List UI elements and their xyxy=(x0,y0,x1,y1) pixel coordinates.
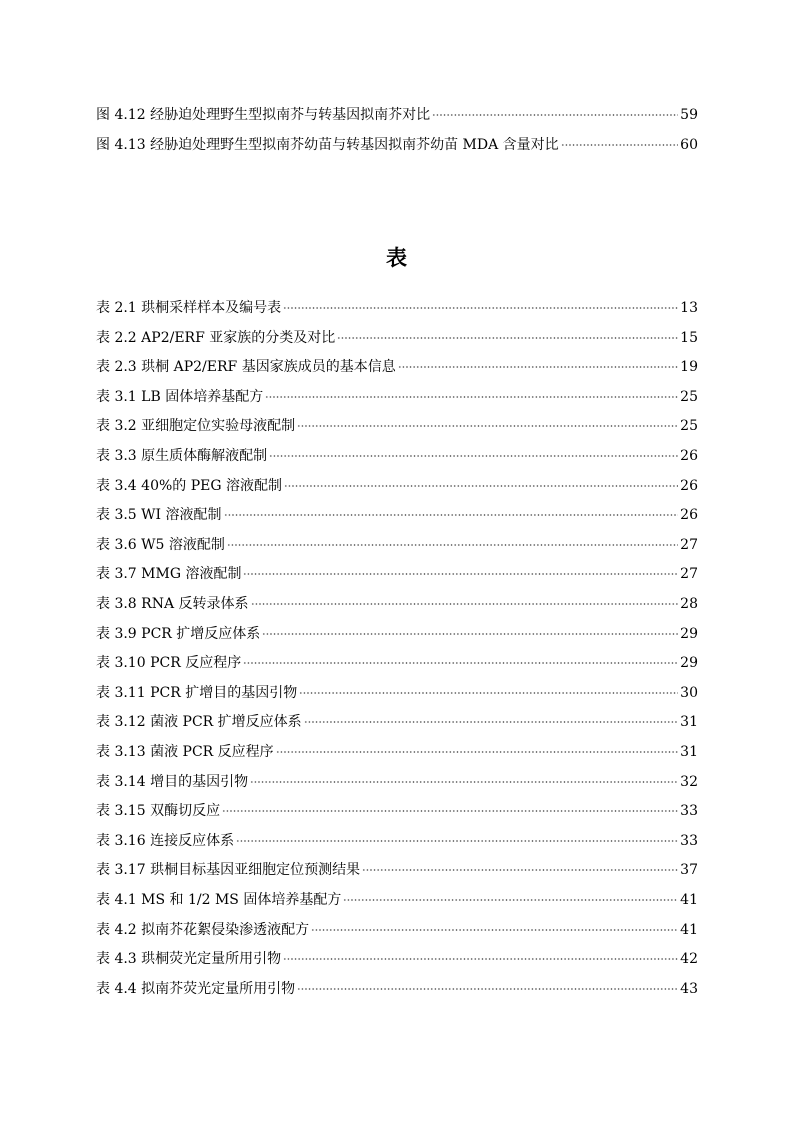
table-entry-page: 30 xyxy=(680,685,698,701)
leader-dots xyxy=(227,544,678,546)
figure-entry-4-13[interactable] xyxy=(96,135,698,155)
leader-dots xyxy=(243,573,678,575)
leader-dots xyxy=(432,114,678,116)
leader-dots xyxy=(236,840,678,842)
table-entry[interactable] xyxy=(96,801,698,821)
table-entry[interactable] xyxy=(96,772,698,792)
leader-dots xyxy=(304,721,679,723)
table-entry[interactable] xyxy=(96,564,698,584)
table-entry[interactable] xyxy=(96,328,698,348)
table-entry-label: 表 2.2 AP2/ERF 亚家族的分类及对比 xyxy=(96,330,336,346)
table-entry-page: 31 xyxy=(680,714,698,730)
leader-dots xyxy=(283,307,678,309)
leader-dots xyxy=(362,869,678,871)
table-entry[interactable] xyxy=(96,298,698,318)
leader-dots xyxy=(250,781,678,783)
leader-dots xyxy=(265,396,678,398)
table-entry-page: 43 xyxy=(680,981,698,997)
table-entry-page: 42 xyxy=(680,951,698,967)
table-entry-label: 表 3.5 WI 溶液配制 xyxy=(96,507,222,523)
figure-entry-page: 59 xyxy=(680,107,698,123)
table-entry-page: 26 xyxy=(680,478,698,494)
table-entry-page: 26 xyxy=(680,448,698,464)
table-entry-page: 19 xyxy=(680,359,698,375)
table-entry-page: 27 xyxy=(680,566,698,582)
table-entry[interactable] xyxy=(96,860,698,880)
table-entry-label: 表 4.2 拟南芥花絮侵染渗透液配方 xyxy=(96,922,310,938)
table-entry-label: 表 3.14 增目的基因引物 xyxy=(96,774,249,790)
table-entry-page: 13 xyxy=(680,300,698,316)
leader-dots xyxy=(222,810,678,812)
table-entry-page: 29 xyxy=(680,655,698,671)
table-entry-page: 37 xyxy=(680,862,698,878)
table-entry-page: 25 xyxy=(680,418,698,434)
table-entry-page: 31 xyxy=(680,744,698,760)
table-entry[interactable] xyxy=(96,890,698,910)
table-entry-label: 表 3.2 亚细胞定位实验母液配制 xyxy=(96,418,296,434)
table-entry-page: 15 xyxy=(680,330,698,346)
table-entry-label: 表 4.4 拟南芥荧光定量所用引物 xyxy=(96,981,296,997)
table-entry-label: 表 3.13 菌液 PCR 反应程序 xyxy=(96,744,274,760)
table-entry[interactable] xyxy=(96,742,698,762)
table-entry[interactable] xyxy=(96,476,698,496)
table-entry-label: 表 3.1 LB 固体培养基配方 xyxy=(96,389,264,405)
leader-dots xyxy=(297,425,678,427)
table-entry-page: 29 xyxy=(680,626,698,642)
table-entry-label: 表 3.9 PCR 扩增反应体系 xyxy=(96,626,261,642)
table-entry[interactable] xyxy=(96,387,698,407)
table-entry[interactable] xyxy=(96,357,698,377)
table-entry-label: 表 2.1 珙桐采样样本及编号表 xyxy=(96,300,282,316)
leader-dots xyxy=(343,899,678,901)
leader-dots xyxy=(269,455,678,457)
table-entry-label: 表 3.11 PCR 扩增目的基因引物 xyxy=(96,685,298,701)
leader-dots xyxy=(297,988,678,990)
leader-dots xyxy=(561,144,679,146)
table-entry[interactable] xyxy=(96,624,698,644)
table-entry[interactable] xyxy=(96,535,698,555)
table-entry-label: 表 3.12 菌液 PCR 扩增反应体系 xyxy=(96,714,302,730)
table-entry[interactable] xyxy=(96,831,698,851)
table-entry-label: 表 3.4 40%的 PEG 溶液配制 xyxy=(96,478,283,494)
leader-dots xyxy=(283,958,678,960)
leader-dots xyxy=(311,929,678,931)
table-entry[interactable] xyxy=(96,920,698,940)
table-entry[interactable] xyxy=(96,594,698,614)
figure-entry-label: 图 4.12 经胁迫处理野生型拟南芥与转基因拟南芥对比 xyxy=(96,107,431,123)
table-entry-page: 41 xyxy=(680,922,698,938)
leader-dots xyxy=(284,485,678,487)
leader-dots xyxy=(262,633,678,635)
table-entry[interactable] xyxy=(96,505,698,525)
table-entry-page: 27 xyxy=(680,537,698,553)
table-entry[interactable] xyxy=(96,683,698,703)
table-entry[interactable] xyxy=(96,416,698,436)
leader-dots xyxy=(243,662,678,664)
table-entry-label: 表 3.15 双酶切反应 xyxy=(96,803,221,819)
table-entry-page: 28 xyxy=(680,596,698,612)
table-entry[interactable] xyxy=(96,446,698,466)
leader-dots xyxy=(299,692,678,694)
leader-dots xyxy=(398,366,678,368)
leader-dots xyxy=(251,603,679,605)
table-entry-page: 25 xyxy=(680,389,698,405)
leader-dots xyxy=(276,751,679,753)
figure-entry-label: 图 4.13 经胁迫处理野生型拟南芥幼苗与转基因拟南芥幼苗 MDA 含量对比 xyxy=(96,137,559,153)
tables-heading: 表 xyxy=(386,246,407,270)
table-entry-label: 表 4.1 MS 和 1/2 MS 固体培养基配方 xyxy=(96,892,342,908)
table-entry-page: 33 xyxy=(680,833,698,849)
figure-entry-page: 60 xyxy=(680,137,698,153)
leader-dots xyxy=(224,514,679,516)
table-entry[interactable] xyxy=(96,653,698,673)
table-entry[interactable] xyxy=(96,949,698,969)
table-entry-label: 表 2.3 珙桐 AP2/ERF 基因家族成员的基本信息 xyxy=(96,359,396,375)
leader-dots xyxy=(337,337,678,339)
figure-entry-4-12[interactable] xyxy=(96,105,698,125)
table-entry-page: 41 xyxy=(680,892,698,908)
table-entry-label: 表 3.3 原生质体酶解液配制 xyxy=(96,448,268,464)
table-entry-label: 表 3.8 RNA 反转录体系 xyxy=(96,596,249,612)
table-entry-label: 表 3.10 PCR 反应程序 xyxy=(96,655,242,671)
table-entry-page: 33 xyxy=(680,803,698,819)
table-entry[interactable] xyxy=(96,979,698,999)
table-entry-page: 32 xyxy=(680,774,698,790)
table-entry-label: 表 3.7 MMG 溶液配制 xyxy=(96,566,242,582)
table-entry-label: 表 3.17 珙桐目标基因亚细胞定位预测结果 xyxy=(96,862,361,878)
table-entry-label: 表 3.16 连接反应体系 xyxy=(96,833,235,849)
table-entry[interactable] xyxy=(96,712,698,732)
table-entry-label: 表 3.6 W5 溶液配制 xyxy=(96,537,225,553)
table-entry-page: 26 xyxy=(680,507,698,523)
table-entry-label: 表 4.3 珙桐荧光定量所用引物 xyxy=(96,951,282,967)
